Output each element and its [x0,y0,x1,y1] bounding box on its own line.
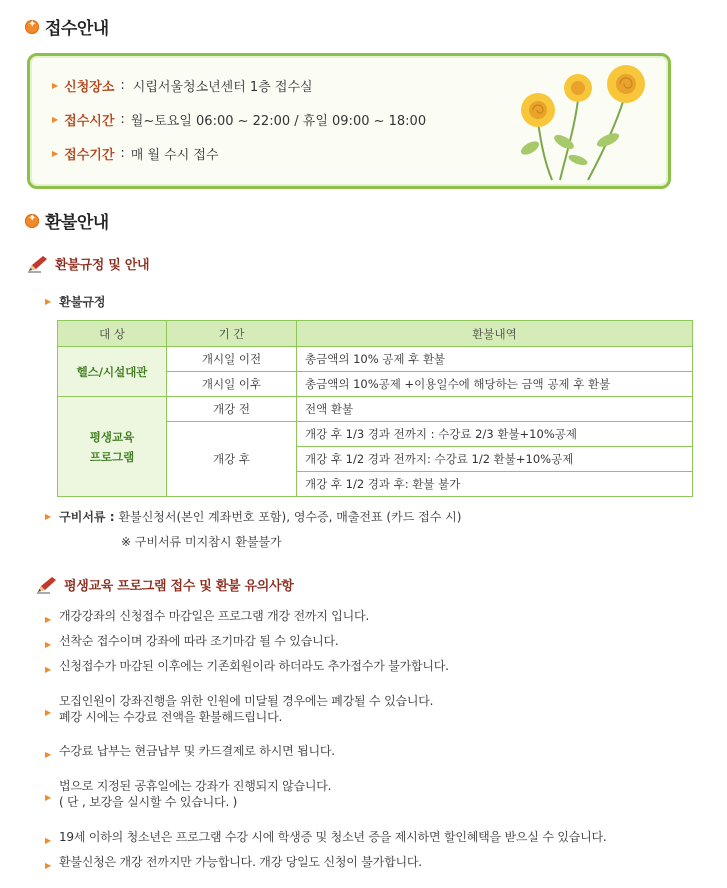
period-cell: 개시일 이전 [167,347,297,372]
row-separator: : [120,78,125,93]
notice-text [59,778,331,810]
refund-table-wrap [57,320,693,497]
bullet-triangle-icon: ▶ [45,297,52,306]
bullet-triangle-icon: ▶ [45,708,51,717]
category-lifelong [58,397,167,497]
notice-text: 환불신청은 개강 전까지만 가능합니다. 개강 당일도 신청이 불가합니다. [58,855,422,869]
detail-cell: 개강 후 1/2 경과 후: 환불 불가 [297,472,693,497]
period-cell: 개강 전 [167,397,297,422]
list-item [45,829,607,849]
row-value: 월~토요일 06:00 ~ 22:00 / 휴일 09:00 ~ 18:00 [130,114,427,129]
documents-row [45,508,461,525]
pencil-icon [36,576,58,594]
bullet-triangle-icon: ▶ [45,512,52,521]
row-separator: : [120,146,125,161]
reception-section-title [25,14,109,39]
row-label: 접수시간 [64,114,115,129]
sunflower-illustration [508,60,658,182]
list-item [45,778,331,810]
detail-cell: 개강 후 1/2 경과 전까지: 수강료 1/2 환불+10%공제 [297,447,693,472]
notice-text: 개강강좌의 신청접수 마감일은 프로그램 개강 전까지 입니다. [58,609,370,623]
bullet-triangle-icon: ▶ [45,861,51,870]
detail-cell: 총금액의 10% 공제 후 환불 [297,347,693,372]
bullet-triangle-icon: ▶ [45,615,51,624]
row-label: 신청장소 [64,80,115,95]
bullet-triangle-icon: ▶ [45,836,51,845]
reception-row-period [52,144,219,163]
period-cell: 개강 후 [167,422,297,497]
bullet-triangle-icon: ▶ [45,665,51,674]
notice-text: 수강료 납부는 현금납부 및 카드결제로 하시면 됩니다. [58,744,335,758]
refund-section-title [25,208,109,233]
refund-rules-label [45,293,106,310]
row-value: 시립서울청소년센터 1층 접수실 [132,80,313,95]
reception-row-time [52,110,426,129]
category-line: 평생교육 [89,429,135,444]
notice-line: 모집인원이 강좌진행을 위한 인원에 미달될 경우에는 폐강될 수 있습니다. [58,694,434,708]
refund-subtitle-text: 환불규정 및 안내 [55,258,150,273]
notice-line: 법으로 지정된 공휴일에는 강좌가 진행되지 않습니다. [58,779,332,793]
flower-bullet-icon [25,214,39,228]
bullet-triangle-icon: ▶ [45,640,51,649]
documents-note: ※ 구비서류 미지참시 환불불가 [121,535,282,549]
notice-text: 19세 이하의 청소년은 프로그램 수강 시에 학생증 및 청소년 증을 제시하면 할인혜택을 받으실 수 있습니다. [58,830,607,844]
notice-text [59,693,433,725]
refund-subtitle [27,254,149,273]
refund-title: 환불안내 [45,213,109,233]
detail-cell: 전액 환불 [297,397,693,422]
list-item [45,693,433,725]
notices-title-text: 평생교육 프로그램 접수 및 환불 유의사항 [64,579,294,594]
reception-title: 접수안내 [45,19,109,39]
list-item [45,854,422,874]
header-target: 대 상 [58,321,167,347]
list-item [45,633,339,653]
notices-title [36,575,294,594]
bullet-triangle-icon: ▶ [52,81,59,90]
table-row [58,347,693,372]
row-value: 매 월 수시 접수 [130,148,219,163]
detail-cell: 개강 후 1/3 경과 전까지 : 수강료 2/3 환불+10%공제 [297,422,693,447]
reception-info-box [27,53,671,189]
category-line: 프로그램 [89,449,135,464]
bullet-triangle-icon: ▶ [52,115,59,124]
notice-line: 폐강 시에는 수강료 전액을 환불해드립니다. [58,710,283,724]
notice-text: 선착순 접수이며 강좌에 따라 조기마감 될 수 있습니다. [58,634,339,648]
pencil-icon [27,255,49,273]
bullet-triangle-icon: ▶ [45,750,51,759]
category-health: 헬스/시설대관 [58,347,167,397]
notice-text: 신청접수가 마감된 이후에는 기존회원이라 하더라도 추가접수가 불가합니다. [58,659,449,673]
bullet-triangle-icon: ▶ [45,793,51,802]
row-separator: : [120,112,125,127]
row-label: 접수기간 [64,148,115,163]
documents-value: 환불신청서(본인 계좌번호 포함), 영수증, 매출전표 (카드 접수 시) [118,510,462,524]
refund-table [57,320,693,497]
list-item [45,743,335,763]
notice-line: ( 단 , 보강을 실시할 수 있습니다. ) [58,795,238,809]
table-header-row [58,321,693,347]
list-item [45,658,449,678]
list-item [45,608,369,628]
period-cell: 개시일 이후 [167,372,297,397]
bullet-triangle-icon: ▶ [52,149,59,158]
reception-row-place [52,76,313,95]
documents-label: 구비서류 : [59,510,115,524]
header-detail: 환불내역 [297,321,693,347]
table-row [58,397,693,422]
detail-cell: 총금액의 10%공제 +이용일수에 해당하는 금액 공제 후 환불 [297,372,693,397]
header-period: 기 간 [167,321,297,347]
rules-label-text: 환불규정 [59,295,106,309]
flower-bullet-icon [25,20,39,34]
